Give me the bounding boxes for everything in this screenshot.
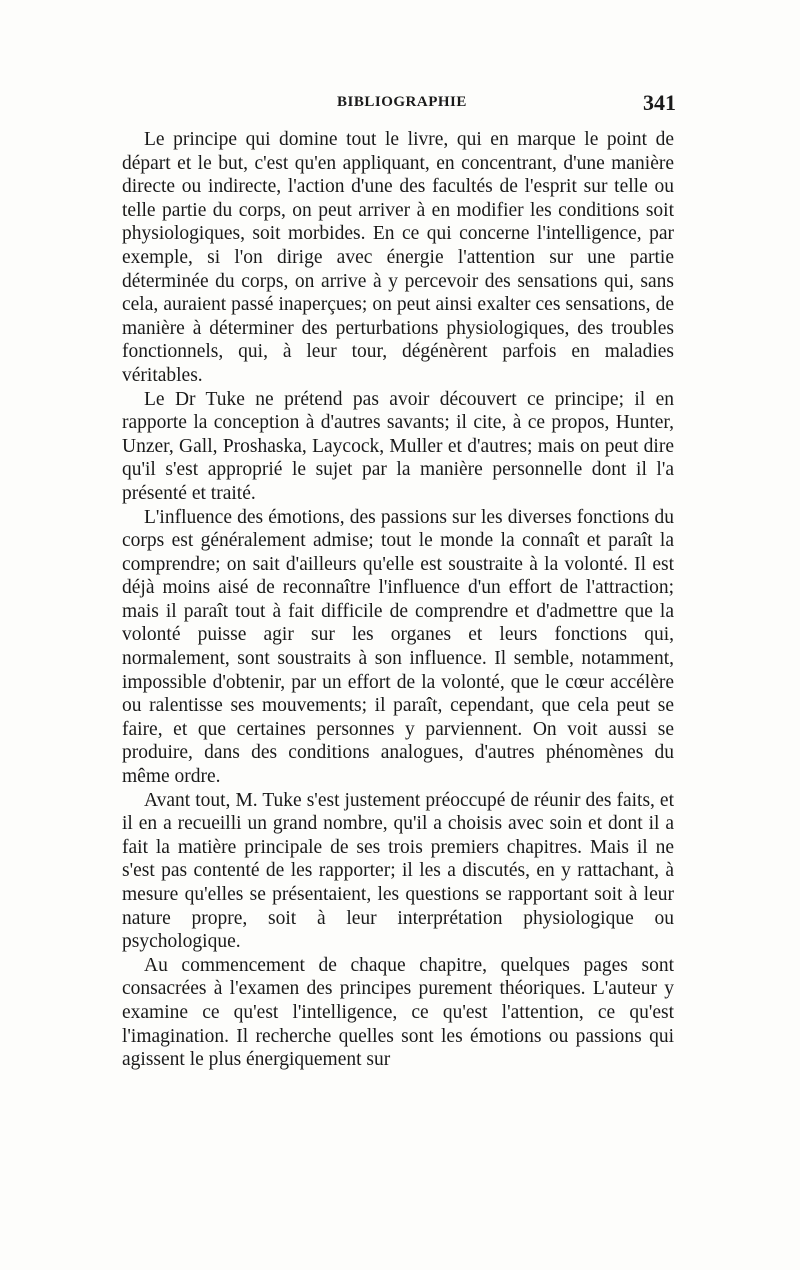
running-title: BIBLIOGRAPHIE: [337, 94, 467, 110]
paragraph: Avant tout, M. Tuke s'est justement préoccupé de réunir des faits, et il en a recueilli un grand nombre, qu'il a choisis avec soin et dont il a fait la matière principale de ses trois premiers chapitres. Mais il ne s'est pas contenté de les rapporter; il les a discutés, en y rattachant, à mesure qu'elles se présentaient, les questions se rapportant soit à leur nature propre, soit à leur interprétation physiologique ou psychologique.: [122, 789, 674, 953]
running-header: [122, 90, 682, 118]
paragraph: Le Dr Tuke ne prétend pas avoir découvert ce principe; il en rapporte la conception à d'autres savants; il cite, à ce propos, Hunter, Unzer, Gall, Proshaska, Laycock, Muller et d'autres; mais on peut dire qu'il s'est approprié le sujet par la manière personnelle dont il l'a présenté et traité.: [122, 388, 674, 504]
body-text: [122, 128, 674, 1072]
paragraph: Le principe qui domine tout le livre, qui en marque le point de départ et le but, c'est qu'en appliquant, en concentrant, d'une manière directe ou indirecte, l'action d'une des facultés de l'esprit sur telle ou telle partie du corps, on peut arriver à en modifier les conditions soit physiologiques, soit morbides. En ce qui concerne l'intelligence, par exemple, si l'on dirige avec énergie l'attention sur une partie déterminée du corps, on arrive à y percevoir des sensations qui, sans cela, auraient passé inaperçues; on peut ainsi exalter ces sensations, de manière à déterminer des perturbations physiologiques, des troubles fonctionnels, qui, à leur tour, dégénèrent parfois en maladies véritables.: [122, 129, 674, 386]
page-number: 341: [643, 90, 676, 115]
paragraph: Au commencement de chaque chapitre, quelques pages sont consacrées à l'examen des principes purement théoriques. L'auteur y examine ce qu'est l'intelligence, ce qu'est l'attention, ce qu'est l'imagination. Il recherche quelles sont les émotions ou passions qui agissent le plus énergiquement sur: [122, 954, 674, 1071]
paragraph: L'influence des émotions, des passions sur les diverses fonctions du corps est généralement admise; tout le monde la connaît et paraît la comprendre; on sait d'ailleurs qu'elle est soustraite à la volonté. Il est déjà moins aisé de reconnaître l'influence d'un effort de l'attraction; mais il paraît tout à fait difficile de comprendre et d'admettre que la volonté puisse agir sur les organes et leurs fonctions qui, normalement, sont soustraits à son influence. Il semble, notamment, impossible d'obtenir, par un effort de la volonté, que le cœur accélère ou ralentisse ses mouvements; il paraît, cependant, que cela peut se faire, et que certaines personnes y parviennent. On voit aussi se produire, dans des conditions analogues, d'autres phénomènes du même ordre.: [122, 506, 674, 788]
